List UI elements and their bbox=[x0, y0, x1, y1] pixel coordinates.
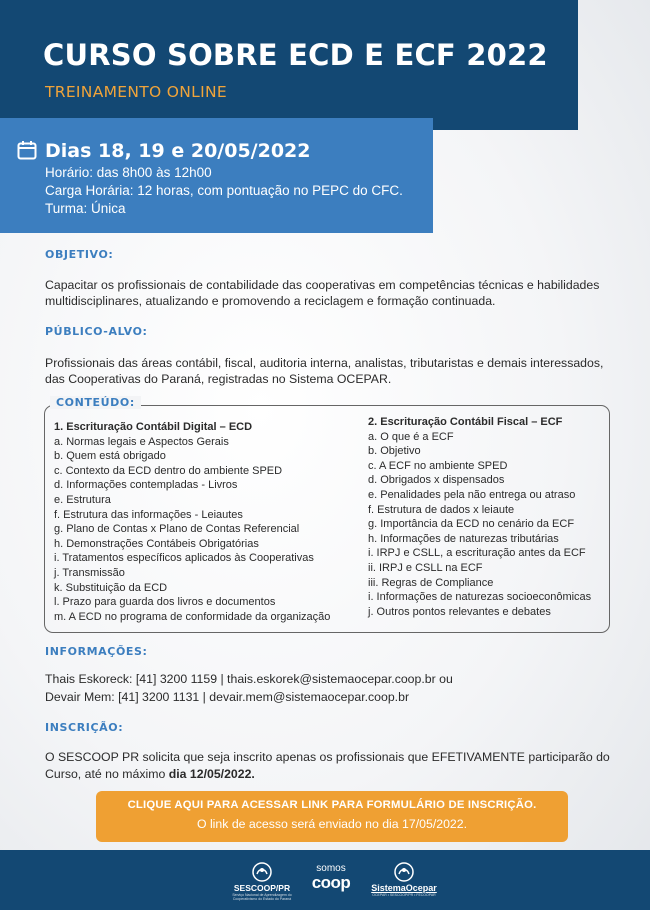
list-item: l. Prazo para guarda dos livros e documentos bbox=[54, 596, 276, 609]
content-heading: CONTEÚDO: bbox=[50, 396, 141, 409]
registration-text bbox=[45, 749, 630, 783]
sescoop-logo bbox=[228, 862, 296, 901]
ecd-heading: 1. Escrituração Contábil Digital – ECD bbox=[54, 421, 253, 433]
cta-main-label[interactable]: CLIQUE AQUI PARA ACESSAR LINK PARA FORMULÁRIO DE INSCRIÇÃO. bbox=[127, 799, 537, 811]
somos-text: somos bbox=[316, 863, 346, 874]
registration-text-body: O SESCOOP PR solicita que seja inscrito apenas os profissionais que EFETIVAMENTE participarão do Curso, até no máximo bbox=[45, 750, 610, 781]
course-dates: Dias 18, 19 e 20/05/2022 bbox=[45, 140, 311, 162]
list-item: i. Tratamentos específicos aplicados às Cooperativas bbox=[54, 552, 314, 565]
contact-thais[interactable]: Thais Eskoreck: [41] 3200 1159 | thais.eskorek@sistemaocepar.coop.br ou bbox=[45, 672, 453, 686]
list-item: k. Substituição da ECD bbox=[54, 581, 168, 594]
audience-heading: PÚBLICO-ALVO: bbox=[45, 325, 148, 338]
audience-text: Profissionais das áreas contábil, fiscal, auditoria interna, analistas, tributaristas e demais interessados, das Cooperativas do Paraná, registradas no Sistema OCEPAR. bbox=[45, 356, 604, 386]
list-item: m. A ECD no programa de conformidade da organização bbox=[54, 610, 331, 623]
contact-devair[interactable]: Devair Mem: [41] 3200 1131 | devair.mem@sistemaocepar.coop.br bbox=[45, 690, 410, 704]
list-item: g. Importância da ECD no cenário da ECF bbox=[368, 518, 575, 531]
list-item: f. Estrutura das informações - Leiautes bbox=[54, 508, 243, 521]
list-item: i. IRPJ e CSLL, a escrituração antes da ECF bbox=[368, 547, 586, 560]
ocepar-name: SistemaOcepar bbox=[371, 883, 437, 893]
somos-coop-logo bbox=[302, 864, 360, 892]
header-banner bbox=[0, 0, 578, 130]
info-heading: INFORMAÇÕES: bbox=[45, 645, 148, 658]
list-item: j. Transmissão bbox=[54, 566, 125, 579]
course-class: Turma: Única bbox=[45, 201, 126, 216]
list-item: ii. IRPJ e CSLL na ECF bbox=[368, 561, 483, 574]
list-item: d. Informações contempladas - Livros bbox=[54, 479, 238, 492]
list-item: j. Outros pontos relevantes e debates bbox=[368, 605, 551, 618]
sescoop-mark-icon bbox=[252, 862, 272, 882]
footer bbox=[0, 850, 650, 910]
registration-heading: INSCRIÇÃO: bbox=[45, 721, 124, 734]
list-item: e. Estrutura bbox=[54, 493, 111, 506]
list-item: b. Quem está obrigado bbox=[54, 450, 166, 463]
list-item: c. Contexto da ECD dentro do ambiente SPED bbox=[54, 464, 283, 477]
list-item: a. Normas legais e Aspectos Gerais bbox=[54, 435, 229, 448]
ocepar-subtitle: OCEPAR • SESCOOP/PR • FECOOPAR bbox=[372, 893, 436, 897]
ocepar-logo bbox=[364, 862, 444, 897]
course-time: Horário: das 8h00 às 12h00 bbox=[45, 165, 212, 180]
cta-sub-label: O link de acesso será enviado no dia 17/05/2022. bbox=[196, 817, 468, 831]
registration-deadline: dia 12/05/2022. bbox=[168, 767, 255, 781]
list-item: d. Obrigados x dispensados bbox=[368, 474, 505, 487]
registration-form-button[interactable] bbox=[96, 791, 568, 842]
list-item: c. A ECF no ambiente SPED bbox=[368, 459, 508, 472]
schedule-box bbox=[0, 118, 433, 233]
objective-heading: OBJETIVO: bbox=[45, 248, 114, 261]
list-item: h. Informações de naturezas tributárias bbox=[368, 532, 559, 545]
list-item: b. Objetivo bbox=[368, 445, 421, 458]
objective-text: Capacitar os profissionais de contabilidade das cooperativas em competências técnicas e habilidades multidisciplinares, atualizando e promovendo a reciclagem e formação continuada. bbox=[45, 278, 600, 308]
sescoop-subtitle: Serviço Nacional de Aprendizagem do Cooperativismo do Estado do Paraná bbox=[232, 893, 292, 901]
page-subtitle: TREINAMENTO ONLINE bbox=[45, 83, 227, 101]
content-right-column bbox=[368, 415, 613, 619]
course-workload: Carga Horária: 12 horas, com pontuação no PEPC do CFC. bbox=[45, 183, 403, 198]
coop-text: coop bbox=[311, 873, 351, 892]
ocepar-mark-icon bbox=[394, 862, 414, 882]
calendar-icon bbox=[17, 140, 37, 160]
ecf-heading: 2. Escrituração Contábil Fiscal – ECF bbox=[368, 416, 563, 428]
list-item: h. Demonstrações Contábeis Obrigatórias bbox=[54, 537, 259, 550]
list-item: e. Penalidades pela não entrega ou atraso bbox=[368, 488, 576, 501]
list-item: f. Estrutura de dados x leiaute bbox=[368, 503, 515, 516]
page-title: CURSO SOBRE ECD E ECF 2022 bbox=[43, 38, 548, 72]
list-item: iii. Regras de Compliance bbox=[368, 576, 494, 589]
list-item: a. O que é a ECF bbox=[368, 430, 454, 443]
content-left-column bbox=[54, 420, 354, 624]
list-item: i. Informações de naturezas socioeconômicas bbox=[368, 591, 592, 604]
list-item: g. Plano de Contas x Plano de Contas Referencial bbox=[54, 523, 300, 536]
sescoop-name: SESCOOP/PR bbox=[233, 883, 291, 893]
